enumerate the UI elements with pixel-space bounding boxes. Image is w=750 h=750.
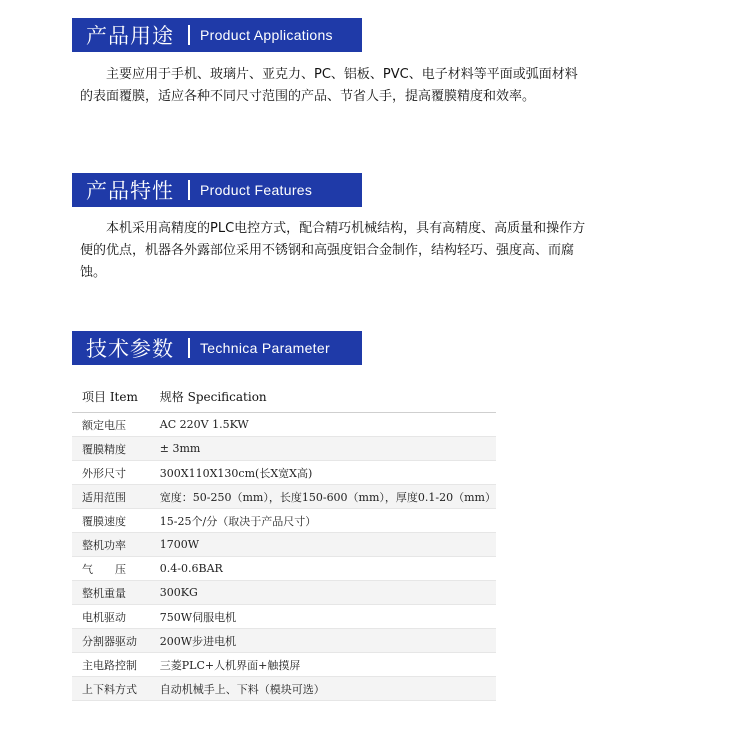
row-item: 电机驱动 [72, 605, 160, 629]
features-text: 本机采用高精度的PLC电控方式，配合精巧机械结构，具有高精度、高质量和操作方便的优点，机器各外露部位采用不锈钢和高强度铝合金制作，结构轻巧、强度高、而腐蚀。 [80, 221, 586, 280]
row-item: 额定电压 [72, 413, 160, 437]
table-row [72, 629, 496, 653]
table-row [72, 581, 496, 605]
table-row [72, 461, 496, 485]
table-row [72, 509, 496, 533]
table-row [72, 557, 496, 581]
table-row [72, 653, 496, 677]
row-item: 分割器驱动 [72, 629, 160, 653]
table-row [72, 437, 496, 461]
row-item: 气 压 [72, 557, 160, 581]
row-item: 适用范围 [72, 485, 160, 509]
row-item: 整机功率 [72, 533, 160, 557]
features-paragraph [80, 218, 590, 284]
title-divider [188, 25, 190, 45]
section-title-zh: 产品用途 [86, 24, 174, 48]
row-spec: 300KG [160, 581, 496, 605]
section-title-en: Technica Parameter [200, 340, 330, 356]
row-item: 外形尺寸 [72, 461, 160, 485]
row-spec: 750W伺服电机 [160, 605, 496, 629]
title-divider [188, 180, 190, 200]
table-row [72, 413, 496, 437]
section-title-zh: 技术参数 [86, 337, 174, 361]
table-row [72, 533, 496, 557]
applications-text: 主要应用于手机、玻璃片、亚克力、PC、铝板、PVC、电子材料等平面或弧面材料的表面覆膜，适应各种不同尺寸范围的产品、节省人手，提高覆膜精度和效率。 [80, 67, 578, 104]
table-row [72, 605, 496, 629]
header-item: 项目 Item [72, 380, 160, 413]
row-spec: 1700W [160, 533, 496, 557]
row-spec: 自动机械手上、下料（模块可选） [160, 677, 496, 701]
section-title-en: Product Features [200, 182, 313, 198]
row-spec: 300X110X130cm(长X宽X高) [160, 461, 496, 485]
row-item: 上下料方式 [72, 677, 160, 701]
table-row [72, 677, 496, 701]
row-spec: AC 220V 1.5KW [160, 413, 496, 437]
row-spec: 宽度：50-250（mm），长度150-600（mm），厚度0.1-20（mm） [160, 485, 496, 509]
spec-table [72, 380, 496, 701]
section-title-zh: 产品特性 [86, 179, 174, 203]
section-header-features [72, 173, 362, 207]
table-row [72, 485, 496, 509]
section-title-en: Product Applications [200, 27, 333, 43]
row-spec: 200W步进电机 [160, 629, 496, 653]
row-item: 覆膜速度 [72, 509, 160, 533]
applications-paragraph [80, 64, 590, 108]
row-item: 覆膜精度 [72, 437, 160, 461]
row-item: 主电路控制 [72, 653, 160, 677]
row-spec: 15-25个/分（取决于产品尺寸） [160, 509, 496, 533]
row-item: 整机重量 [72, 581, 160, 605]
section-header-parameters [72, 331, 362, 365]
section-header-applications [72, 18, 362, 52]
header-spec: 规格 Specification [160, 380, 496, 413]
row-spec: 三菱PLC+人机界面+触摸屏 [160, 653, 496, 677]
row-spec: 0.4-0.6BAR [160, 557, 496, 581]
row-spec: ± 3mm [160, 437, 496, 461]
table-header-row [72, 380, 496, 413]
title-divider [188, 338, 190, 358]
